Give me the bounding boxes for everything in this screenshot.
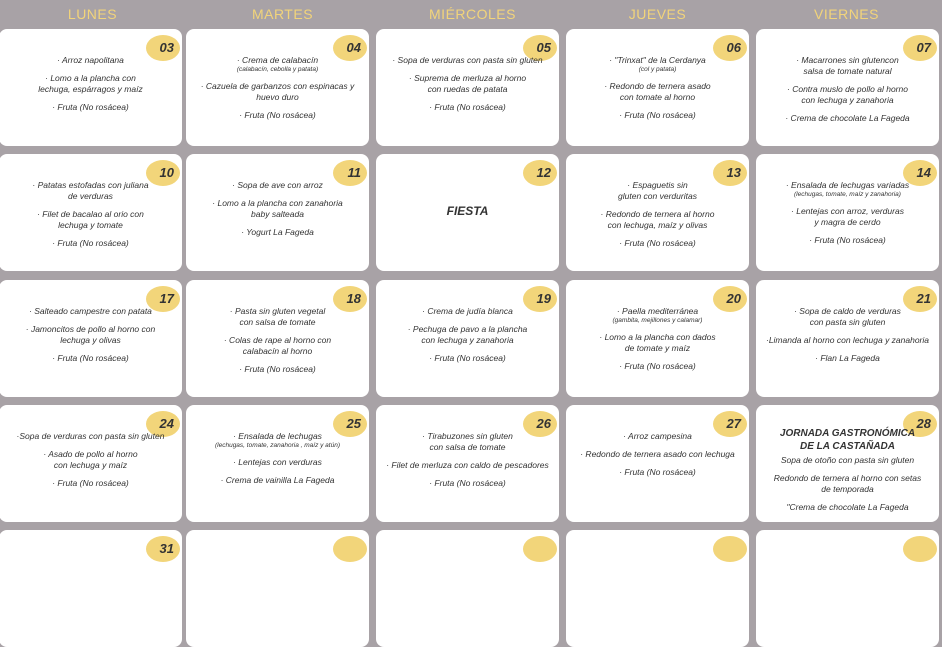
menu-dish [3, 238, 178, 249]
day-number-badge [333, 536, 367, 562]
menu-dish [190, 110, 365, 121]
menu-dish [570, 431, 745, 442]
day-number-badge: 17 [146, 286, 180, 312]
day-card [186, 280, 369, 397]
menu-items [190, 431, 365, 493]
dish-text: · Lentejas con verduras [233, 457, 322, 467]
dish-text: · Lomo a la plancha con dados de tomate y maíz [599, 332, 716, 353]
menu-dish [760, 55, 935, 77]
day-header-wednesday: MIÉRCOLES [429, 6, 516, 22]
menu-dish [190, 180, 365, 191]
day-number-badge: 21 [903, 286, 937, 312]
day-number-badge: 20 [713, 286, 747, 312]
menu-dish [570, 449, 745, 460]
dish-text: · Ensalada de lechugas [233, 431, 322, 441]
dish-text: · Redondo de ternera al horno con lechuga, maíz y olivas [600, 209, 715, 230]
day-card [186, 405, 369, 522]
day-number-badge: 31 [146, 536, 180, 562]
menu-items [3, 431, 178, 496]
menu-dish [760, 206, 935, 228]
menu-items [570, 55, 745, 128]
dish-text: · Suprema de merluza al horno con ruedas de patata [408, 73, 527, 94]
menu-dish [570, 332, 745, 354]
dish-text: · Fruta (No rosácea) [52, 238, 129, 248]
day-header-friday: VIERNES [814, 6, 879, 22]
dish-text: ·Sopa de verduras con pasta sin gluten [16, 431, 165, 441]
dish-text: · Arroz campesina [623, 431, 692, 441]
menu-dish [760, 84, 935, 106]
holiday-label: FIESTA [446, 204, 489, 218]
day-card [186, 154, 369, 271]
day-card [756, 280, 939, 397]
menu-dish [190, 198, 365, 220]
special-event-title: JORNADA GASTRONÓMICA DE LA CASTAÑADA [779, 428, 916, 452]
dish-text: · Asado de pollo al horno con lechuga y maíz [43, 449, 138, 470]
day-number-badge: 04 [333, 35, 367, 61]
menu-dish [570, 209, 745, 231]
dish-ingredients: (gambita, mejillones y calamar) [612, 317, 703, 324]
menu-dish [3, 102, 178, 113]
dish-text: Redondo de ternera al horno con setas de temporada [773, 473, 922, 494]
day-card [566, 530, 749, 647]
dish-text: · Fruta (No rosácea) [619, 238, 696, 248]
menu-dish [570, 180, 745, 202]
day-header-thursday: JUEVES [628, 6, 687, 22]
dish-text: · "Trinxat" de la Cerdanya [609, 55, 706, 65]
day-number-badge: 11 [333, 160, 367, 186]
dish-text: · Crema de calabacín [236, 55, 319, 65]
menu-items [380, 306, 555, 371]
day-number-badge: 14 [903, 160, 937, 186]
menu-dish [3, 73, 178, 95]
day-number-badge: 06 [713, 35, 747, 61]
dish-text: · Flan La Fageda [815, 353, 880, 363]
menu-items [760, 55, 935, 131]
day-card [566, 29, 749, 146]
dish-text: · Sopa de caldo de verduras con pasta sin gluten [794, 306, 901, 327]
menu-items [3, 55, 178, 120]
day-card [0, 405, 182, 522]
menu-items [760, 455, 935, 520]
dish-text: · Fruta (No rosácea) [429, 353, 506, 363]
menu-dish [3, 55, 178, 66]
menu-items [190, 180, 365, 245]
day-number-badge: 10 [146, 160, 180, 186]
menu-items [570, 306, 745, 379]
menu-dish [3, 353, 178, 364]
day-card [186, 530, 369, 647]
menu-dish [380, 55, 555, 66]
menu-dish [760, 353, 935, 364]
menu-items [190, 55, 365, 128]
menu-dish [760, 235, 935, 246]
day-card [756, 405, 939, 522]
dish-text: · Lentejas con arroz, verduras y magra de cerdo [791, 206, 904, 227]
dish-ingredients: (lechugas, tomate, maíz y zanahoria) [794, 191, 901, 198]
day-card [0, 29, 182, 146]
menu-dish [380, 306, 555, 317]
dish-text: · Jamoncitos de pollo al horno con lechuga y olivas [25, 324, 156, 345]
menu-items [3, 306, 178, 371]
dish-text: · Fruta (No rosácea) [619, 467, 696, 477]
menu-dish [760, 113, 935, 124]
dish-text: · Yogurt La Fageda [241, 227, 314, 237]
dish-text: "Crema de chocolate La Fageda [786, 502, 909, 512]
day-card [376, 154, 559, 271]
menu-dish [190, 431, 365, 450]
menu-items [380, 431, 555, 496]
day-card [0, 530, 182, 647]
menu-dish [380, 431, 555, 453]
day-card [376, 29, 559, 146]
day-number-badge: 13 [713, 160, 747, 186]
dish-text: · Paella mediterránea [616, 306, 699, 316]
dish-text: · Fruta (No rosácea) [239, 110, 316, 120]
menu-dish [3, 478, 178, 489]
dish-text: · Redondo de ternera asado con tomate al horno [604, 81, 711, 102]
menu-dish [570, 361, 745, 372]
dish-text: · Espaguetis sin gluten con verduritas [618, 180, 697, 201]
menu-dish [380, 478, 555, 489]
dish-text: · Pasta sin gluten vegetal con salsa de tomate [229, 306, 326, 327]
dish-text: · Sopa de verduras con pasta sin gluten [392, 55, 543, 65]
menu-dish [760, 335, 935, 346]
day-number-badge [903, 536, 937, 562]
day-card [566, 280, 749, 397]
dish-ingredients: (calabacín, cebolla y patata) [236, 66, 319, 73]
menu-dish [190, 364, 365, 375]
menu-dish [570, 81, 745, 103]
dish-text: ·Limanda al horno con lechuga y zanahoria [765, 335, 930, 345]
weekday-header [0, 0, 942, 28]
dish-text: · Cazuela de garbanzos con espinacas y huevo duro [200, 81, 355, 102]
dish-text: · Fruta (No rosácea) [52, 353, 129, 363]
menu-items [190, 306, 365, 382]
menu-items [3, 180, 178, 256]
dish-ingredients: (col y patata) [638, 66, 677, 73]
dish-text: · Fruta (No rosácea) [429, 102, 506, 112]
dish-text: · Sopa de ave con arroz [232, 180, 323, 190]
dish-text: · Fruta (No rosácea) [619, 361, 696, 371]
dish-text: · Filet de bacalao al orio con lechuga y tomate [37, 209, 144, 230]
day-number-badge: 07 [903, 35, 937, 61]
day-number-badge: 12 [523, 160, 557, 186]
menu-dish [380, 460, 555, 471]
menu-dish [760, 455, 935, 466]
menu-dish [190, 335, 365, 357]
day-card [756, 154, 939, 271]
day-number-badge: 03 [146, 35, 180, 61]
menu-items [760, 180, 935, 253]
menu-dish [190, 227, 365, 238]
day-number-badge: 05 [523, 35, 557, 61]
dish-text: · Contra muslo de pollo al horno con lechuga y zanahoria [787, 84, 908, 105]
dish-text: · Patatas estofadas con juliana de verduras [32, 180, 149, 201]
day-card [756, 29, 939, 146]
menu-dish [380, 324, 555, 346]
dish-text: · Fruta (No rosácea) [239, 364, 316, 374]
menu-dish [380, 102, 555, 113]
day-number-badge: 24 [146, 411, 180, 437]
dish-text: · Lomo a la plancha con zanahoria baby salteada [212, 198, 343, 219]
dish-ingredients: (lechugas, tomate, zanahoria , maíz y atún) [214, 442, 340, 449]
dish-text: · Pechuga de pavo a la plancha con lechuga y zanahoria [407, 324, 528, 345]
day-card [376, 405, 559, 522]
menu-dish [3, 431, 178, 442]
menu-dish [190, 81, 365, 103]
day-card [376, 530, 559, 647]
day-card [566, 405, 749, 522]
dish-text: · Fruta (No rosácea) [52, 478, 129, 488]
menu-dish [3, 306, 178, 317]
menu-dish [380, 353, 555, 364]
day-card [0, 154, 182, 271]
dish-text: · Crema de judía blanca [422, 306, 513, 316]
menu-dish [760, 473, 935, 495]
menu-dish [190, 55, 365, 74]
dish-text: · Ensalada de lechugas variadas [785, 180, 910, 190]
dish-text: · Crema de vainilla La Fageda [220, 475, 335, 485]
dish-text: · Fruta (No rosácea) [52, 102, 129, 112]
day-number-badge [523, 536, 557, 562]
menu-dish [760, 180, 935, 199]
dish-text: · Macarrones sin glutencon salsa de tomate natural [796, 55, 899, 76]
dish-text: · Lomo a la plancha con lechuga, espárragos y maíz [38, 73, 143, 94]
menu-items [760, 306, 935, 371]
menu-items [380, 55, 555, 120]
day-number-badge: 18 [333, 286, 367, 312]
menu-dish [570, 467, 745, 478]
dish-text: · Fruta (No rosácea) [619, 110, 696, 120]
day-card [0, 280, 182, 397]
dish-text: · Crema de chocolate La Fageda [785, 113, 910, 123]
dish-text: · Arroz napolitana [57, 55, 124, 65]
day-header-monday: LUNES [67, 6, 118, 22]
menu-dish [3, 449, 178, 471]
menu-dish [380, 73, 555, 95]
dish-text: · Redondo de ternera asado con lechuga [580, 449, 735, 459]
menu-dish [570, 306, 745, 325]
menu-items [570, 180, 745, 256]
day-card [186, 29, 369, 146]
menu-dish [3, 180, 178, 202]
day-number-badge: 25 [333, 411, 367, 437]
dish-text: · Fruta (No rosácea) [809, 235, 886, 245]
day-header-tuesday: MARTES [251, 6, 314, 22]
menu-dish [3, 209, 178, 231]
day-number-badge: 27 [713, 411, 747, 437]
menu-dish [190, 475, 365, 486]
dish-text: · Colas de rape al horno con calabacín al horno [223, 335, 332, 356]
day-card [566, 154, 749, 271]
day-number-badge: 28 [903, 411, 937, 437]
day-number-badge: 26 [523, 411, 557, 437]
day-card [376, 280, 559, 397]
menu-dish [760, 306, 935, 328]
menu-items [570, 431, 745, 485]
menu-dish [190, 306, 365, 328]
menu-dish [570, 238, 745, 249]
dish-text: · Salteado campestre con patata [29, 306, 152, 316]
day-number-badge [713, 536, 747, 562]
menu-dish [3, 324, 178, 346]
menu-dish [190, 457, 365, 468]
menu-dish [760, 502, 935, 513]
dish-text: · Filet de merluza con caldo de pescadores [386, 460, 549, 470]
day-number-badge: 19 [523, 286, 557, 312]
menu-dish [570, 110, 745, 121]
menu-dish [570, 55, 745, 74]
dish-text: · Tirabuzones sin gluten con salsa de tomate [422, 431, 513, 452]
day-card [756, 530, 939, 647]
dish-text: Sopa de otoño con pasta sin gluten [780, 455, 915, 465]
dish-text: · Fruta (No rosácea) [429, 478, 506, 488]
